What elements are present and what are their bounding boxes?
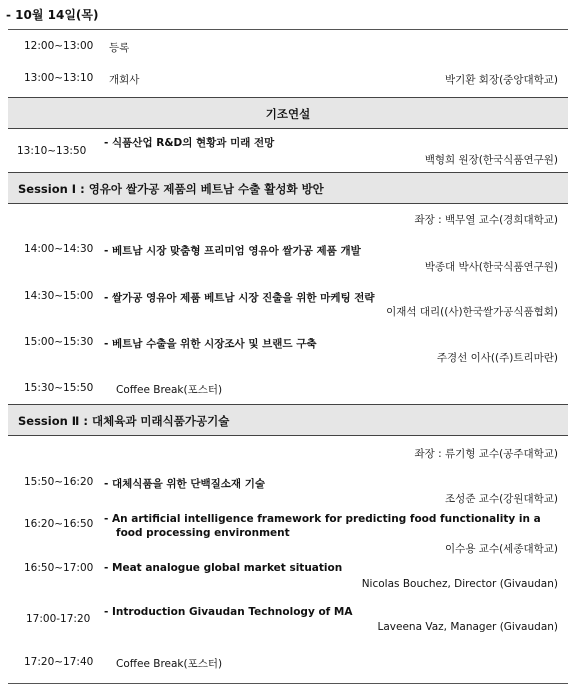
- session2-chair: 좌장 : 류기형 교수(공주대학교): [414, 448, 558, 460]
- session2-band: [8, 404, 568, 436]
- row-label: 등록: [109, 42, 130, 54]
- break-label: Coffee Break(포스터): [116, 658, 223, 670]
- talk-title: - 베트남 수출을 위한 시장조사 및 브랜드 구축: [104, 338, 317, 350]
- talk-time: 13:10~13:50: [17, 145, 87, 157]
- break-time: 15:30~15:50: [24, 382, 94, 394]
- keynote-title: 기조연설: [265, 107, 311, 121]
- talk-title: - 식품산업 R&D의 현황과 미래 전망: [104, 137, 275, 149]
- talk-title: - Introduction Givaudan Technology of MA: [104, 606, 353, 618]
- talk-time: 14:30~15:00: [24, 290, 94, 302]
- talk-time: 15:00~15:30: [24, 336, 94, 348]
- session1-chair: 좌장 : 백무열 교수(경희대학교): [414, 214, 558, 226]
- talk-speaker: 박종대 박사(한국식품연구원): [424, 261, 558, 273]
- talk-speaker: 이수용 교수(세종대학교): [445, 543, 558, 555]
- talk-title: - An artificial intelligence framework for predicting food functionality in a food processing environment: [104, 513, 541, 539]
- talk-speaker: Laveena Vaz, Manager (Givaudan): [377, 621, 558, 633]
- session1-band: [8, 172, 568, 204]
- talk-speaker: 주경선 이사((주)트리마란): [436, 352, 558, 364]
- talk-speaker: Nicolas Bouchez, Director (Givaudan): [361, 578, 558, 590]
- keynote-band: [8, 97, 568, 129]
- talk-time: 14:00~14:30: [24, 243, 94, 255]
- talk-speaker: 조성준 교수(강원대학교): [445, 493, 558, 505]
- divider: [8, 683, 568, 684]
- day-header: - 10월 14일(목): [6, 8, 99, 22]
- talk-title: - 베트남 시장 맞춤형 프리미엄 영유아 쌀가공 제품 개발: [104, 245, 361, 257]
- divider: [8, 29, 568, 30]
- break-label: Coffee Break(포스터): [116, 384, 223, 396]
- talk-speaker: 이재석 대리((사)한국쌀가공식품협회): [386, 306, 558, 318]
- row-label: 개회사: [109, 74, 140, 86]
- row-time: 13:00~13:10: [24, 72, 94, 84]
- break-time: 17:20~17:40: [24, 656, 94, 668]
- session1-title: Session Ⅰ : 영유아 쌀가공 제품의 베트남 수출 활성화 방안: [18, 182, 324, 196]
- row-speaker: 박기환 회장(중앙대학교): [445, 74, 558, 86]
- talk-time: 15:50~16:20: [24, 476, 94, 488]
- talk-time: 17:00-17:20: [26, 613, 91, 625]
- session2-title: Session Ⅱ : 대체육과 미래식품가공기술: [18, 414, 230, 428]
- talk-time: 16:50~17:00: [24, 562, 94, 574]
- talk-title: - 쌀가공 영유아 제품 베트남 시장 진출을 위한 마케팅 전략: [104, 292, 375, 304]
- talk-title: - Meat analogue global market situation: [104, 562, 343, 574]
- talk-title: - 대체식품을 위한 단백질소재 기술: [104, 478, 265, 490]
- talk-time: 16:20~16:50: [24, 518, 94, 530]
- talk-speaker: 백형희 원장(한국식품연구원): [424, 154, 558, 166]
- row-time: 12:00~13:00: [24, 40, 94, 52]
